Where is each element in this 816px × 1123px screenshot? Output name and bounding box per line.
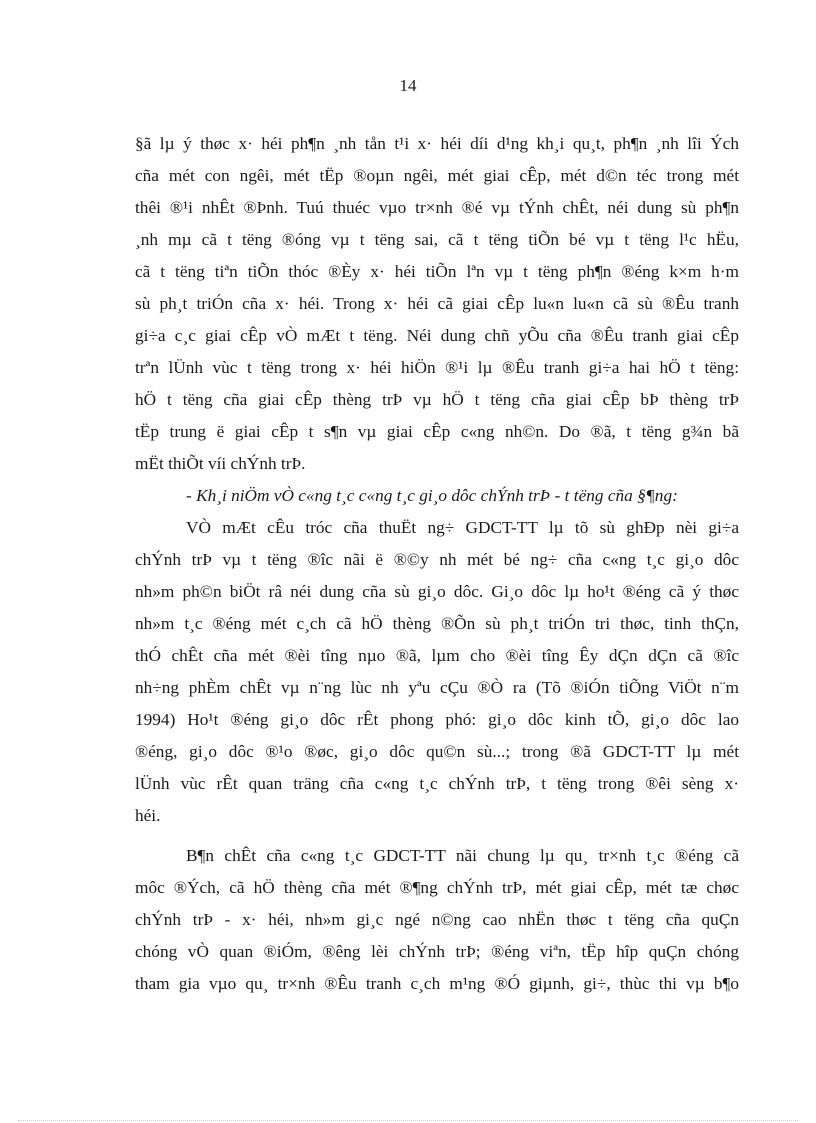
section-heading: - Kh¸i niÖm vÒ c«ng t¸c c«ng t¸c gi¸o dôc chÝnh trÞ - t tëng cña §¶ng: [186, 486, 678, 505]
text-line: cã t tëng tiªn tiÕn thóc ®Èy x· héi tiÕn lªn vµ t tëng ph¶n ®éng k×m h·m [135, 262, 739, 281]
text-line: lÜnh vùc rÊt quan träng cña c«ng t¸c chÝnh trÞ, t tëng trong ®êi sèng x· [135, 774, 739, 793]
text-line: héi. [135, 806, 161, 825]
text-line: chóng vÒ quan ®iÓm, ®êng lèi chÝnh trÞ; ®éng viªn, tËp hîp quÇn chóng [135, 942, 739, 961]
text-line: gi÷a c¸c giai cÊp vÒ mÆt t tëng. Néi dung chñ yÕu cña ®Êu tranh giai cÊp [135, 326, 739, 345]
text-line: nh÷ng phÈm chÊt vµ n¨ng lùc nh yªu cÇu ®Ò ra (Tõ ®iÓn tiÕng ViÖt n¨m [135, 678, 739, 697]
text-line: nh»m t¸c ®éng mét c¸ch cã hÖ thèng ®Õn sù ph¸t triÓn tri thøc, tinh thÇn, [135, 614, 739, 633]
text-line: thêi ®¹i nhÊt ®Þnh. Tuú thuéc vµo tr×nh ®é vµ tÝnh chÊt, néi dung sù ph¶n [135, 198, 739, 217]
text-line: ¸nh mµ cã t tëng ®óng vµ t tëng sai, cã t tëng tiÕn bé vµ t tëng l¹c hËu, [135, 230, 739, 249]
text-line: chÝnh trÞ - x· héi, nh»m gi¸c ngé n©ng cao nhËn thøc t tëng cña quÇn [135, 910, 739, 929]
text-line: sù ph¸t triÓn cña x· héi. Trong x· héi cã giai cÊp lu«n lu«n cã sù ®Êu tranh [135, 294, 739, 313]
paragraph-first-line: B¶n chÊt cña c«ng t¸c GDCT-TT nãi chung lµ qu¸ tr×nh t¸c ®éng cã [186, 846, 739, 865]
text-line: tËp trung ë giai cÊp t s¶n vµ giai cÊp c«ng nh©n. Do ®ã, t tëng g¾n bã [135, 422, 739, 441]
text-line: môc ®Ých, cã hÖ thèng cña mét ®¶ng chÝnh trÞ, mét giai cÊp, mét tæ chøc [135, 878, 739, 897]
paragraph-first-line: VÒ mÆt cÊu tróc cña thuËt ng÷ GDCT-TT lµ tõ sù ghÐp nèi gi÷a [186, 518, 739, 537]
text-line: thÓ chÊt cña mét ®èi tîng nµo ®ã, lµm cho ®èi tîng Êy dÇn dÇn cã ®îc [135, 646, 739, 665]
text-line: hÖ t tëng cña giai cÊp thèng trÞ vµ hÖ t tëng cña giai cÊp bÞ thèng trÞ [135, 390, 739, 409]
page-number: 14 [399, 76, 417, 95]
page-bottom-rule [18, 1120, 798, 1121]
text-line: tham gia vµo qu¸ tr×nh ®Êu tranh c¸ch m¹ng ®Ó giµnh, gi÷, thùc thi vµ b¶o [135, 974, 739, 993]
text-line: 1994) Ho¹t ®éng gi¸o dôc rÊt phong phó: gi¸o dôc kinh tÕ, gi¸o dôc lao [135, 710, 739, 729]
text-line: nh»m ph©n biÖt râ néi dung cña sù gi¸o dôc. Gi¸o dôc lµ ho¹t ®éng cã ý thøc [135, 582, 739, 601]
text-line: §ã lµ ý thøc x· héi ph¶n ¸nh tån t¹i x· héi díi d¹ng kh¸i qu¸t, ph¶n ¸nh lîi Ých [135, 134, 739, 153]
text-line: cña mét con ngêi, mét tËp ®oµn ngêi, mét giai cÊp, mét d©n téc trong mét [135, 166, 739, 185]
text-line: mËt thiÕt víi chÝnh trÞ. [135, 454, 306, 473]
text-line: trªn lÜnh vùc t tëng trong x· héi hiÖn ®¹i lµ ®Êu tranh gi÷a hai hÖ t tëng: [135, 358, 739, 377]
text-line: chÝnh trÞ vµ t tëng ®îc nãi ë ®©y nh mét bé ng÷ cña c«ng t¸c gi¸o dôc [135, 550, 739, 569]
text-line: ®éng, gi¸o dôc ®¹o ®øc, gi¸o dôc qu©n sù...; trong ®ã GDCT-TT lµ mét [135, 742, 739, 761]
